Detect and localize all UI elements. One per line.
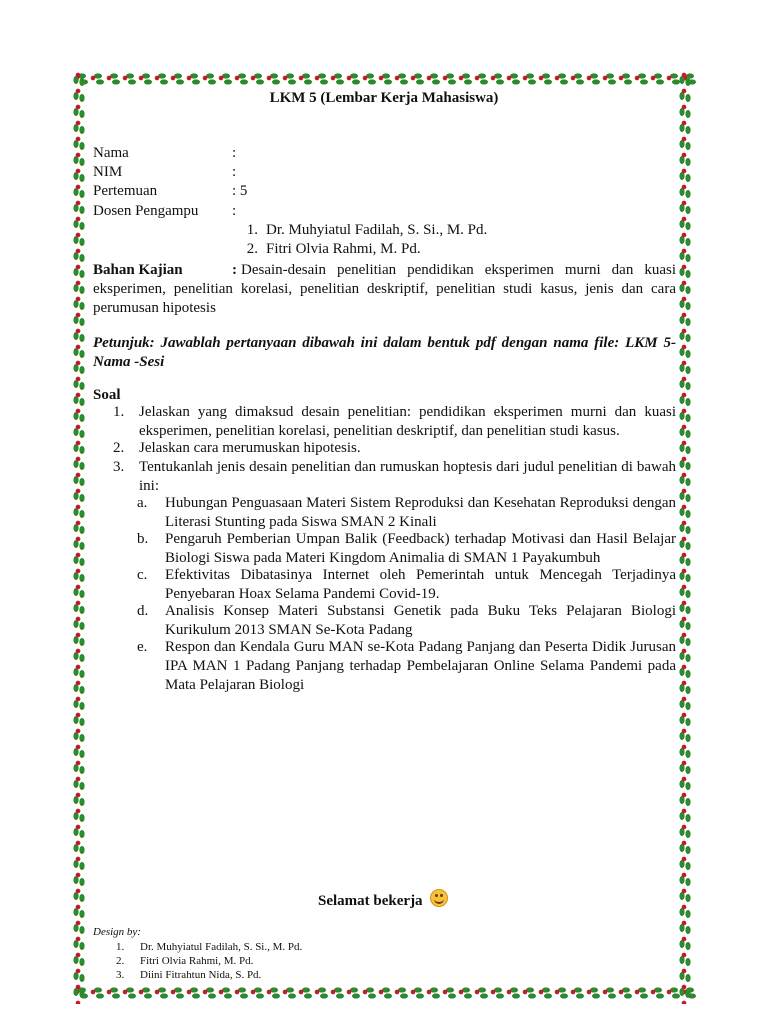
sub-item-text: Pengaruh Pemberian Umpan Balik (Feedback) terhadap Motivasi dan Hasil Belajar Biologi Siswa pada Materi Kingdom Animalia di SMAN 1 Payakumbuh — [165, 531, 676, 566]
holly-border-right — [676, 70, 696, 1004]
dosen-number: 2. — [246, 241, 258, 257]
page-title: LKM 5 (Lembar Kerja Mahasiswa) — [269, 90, 499, 106]
soal-heading: Soal — [93, 387, 121, 403]
info-value: : — [232, 145, 237, 161]
sub-item-letter: d. — [137, 603, 149, 619]
question-item — [113, 403, 676, 441]
sub-item-text: Efektivitas Dibatasinya Internet oleh Pemerintah untuk Mencegah Terjadinya Penyebaran Hoax Selama Pandemi Covid-19. — [165, 567, 676, 602]
sub-item — [137, 566, 676, 604]
info-label: Dosen Pengampu — [93, 203, 199, 219]
sub-item-text: Hubungan Penguasaan Materi Sistem Reproduksi dan Kesehatan Reproduksi dengan Literasi Stunting pada Siswa SMAN 2 Kinali — [165, 495, 676, 530]
question-number: 3. — [113, 459, 125, 475]
dosen-item — [232, 241, 421, 258]
holly-border-bottom — [72, 984, 696, 1004]
sub-item — [137, 602, 676, 640]
bahan-kajian-colon: : — [232, 262, 237, 278]
sub-item-letter: c. — [137, 567, 148, 583]
credit-number: 3. — [116, 969, 125, 981]
petunjuk-instruction: Petunjuk: Jawablah pertanyaan dibawah ini dalam bentuk pdf dengan nama file: LKM 5-Nama -Sesi — [93, 335, 676, 370]
info-value: : — [232, 164, 237, 180]
sub-item-letter: b. — [137, 531, 149, 547]
question-number: 2. — [113, 440, 125, 456]
dosen-name: Dr. Muhyiatul Fadilah, S. Si., M. Pd. — [266, 222, 488, 238]
sub-item-text: Analisis Konsep Materi Substansi Genetik pada Buku Teks Pelajaran Biologi Kurikulum 2013 SMAN Se-Kota Padang — [165, 603, 676, 638]
sub-item — [137, 494, 676, 532]
question-item — [113, 458, 676, 496]
credit-name: Fitri Olvia Rahmi, M. Pd. — [140, 955, 254, 967]
credit-number: 1. — [116, 941, 125, 953]
bahan-kajian — [93, 261, 676, 318]
dosen-name: Fitri Olvia Rahmi, M. Pd. — [266, 241, 421, 257]
info-value: : — [232, 203, 237, 219]
sub-item — [137, 530, 676, 568]
info-label: Nama — [93, 145, 129, 161]
info-label: Pertemuan — [93, 183, 158, 199]
sub-item-text: Respon dan Kendala Guru MAN se-Kota Padang Panjang dan Peserta Didik Jurusan IPA MAN 1 Padang Panjang terhadap Pembelajaran Online Selama Pandemi pada Mata Pelajaran Biologi — [165, 639, 676, 693]
question-number: 1. — [113, 404, 125, 420]
bahan-kajian-label: Bahan Kajian — [93, 262, 183, 278]
credit-number: 2. — [116, 955, 125, 967]
question-text: Jelaskan cara merumuskan hipotesis. — [139, 440, 361, 456]
sub-item — [137, 638, 676, 695]
info-label: NIM — [93, 164, 123, 180]
question-item — [113, 439, 676, 458]
dosen-item — [232, 222, 487, 239]
closing-message — [318, 889, 448, 910]
holly-border-top — [72, 70, 696, 90]
bahan-kajian-text: Desain-desain penelitian pendidikan eksperimen murni dan kuasi eksperimen, penelitian korelasi, penelitian deskriptif, penelitian studi kasus, jenis dan cara perumusan hipotesis — [93, 262, 676, 316]
sub-item-letter: a. — [137, 495, 148, 511]
design-by-label: Design by: — [93, 926, 141, 938]
dosen-number: 1. — [246, 222, 258, 238]
smiling-face-icon — [430, 889, 448, 907]
question-text: Jelaskan yang dimaksud desain penelitian: pendidikan eksperimen murni dan kuasi eksperimen, penelitian korelasi, penelitian deskriptif, dan penelitian studi kasus. — [139, 404, 676, 439]
sub-item-letter: e. — [137, 639, 148, 655]
closing-text: Selamat bekerja — [318, 893, 423, 909]
credit-name: Diini Fitrahtun Nida, S. Pd. — [140, 969, 262, 981]
credit-item — [116, 955, 253, 967]
credit-name: Dr. Muhyiatul Fadilah, S. Si., M. Pd. — [140, 941, 303, 953]
holly-border-left — [70, 70, 90, 1004]
credit-item — [116, 969, 261, 981]
info-value: : 5 — [232, 183, 248, 199]
question-text: Tentukanlah jenis desain penelitian dan rumuskan hoptesis dari judul penelitian di bawah ini: — [139, 459, 676, 494]
credit-item — [116, 941, 302, 953]
